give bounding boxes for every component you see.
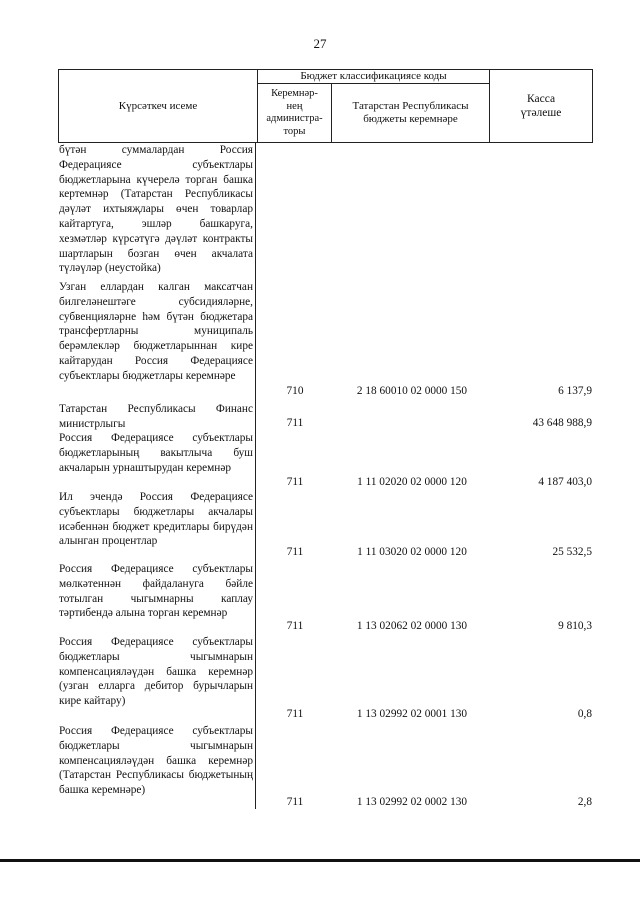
row-indicator-name: Россия Федерациясе субъектлары мөлкәтеннән файдалануга бәйле тотылган чыгымнарны каплау тәртибендә алына торган керемнәр: [59, 563, 253, 620]
row-indicator-name: Узган еллардан калган максатчан билгеләнештәге субсидияләрне, субвенцияләрне һәм бүтән бюджетара трансфертларны муниципаль берәмлекләр бюджетларыннан кире кайтарудан Россия Федерациясе субъектлары бюджетлары керемнәре: [59, 281, 253, 382]
row-classification-code: 1 13 02992 02 0001 130: [356, 708, 468, 721]
row-admin-code: 711: [286, 796, 304, 809]
row-classification-code: 1 11 02020 02 0000 120: [357, 476, 467, 489]
header-cash-execution-text: Касса үтәлеше: [520, 93, 562, 119]
row-indicator-name: Ил эчендә Россия Федерациясе субъектлары бюджетлары акчалары исәбеннән бюджет кредитлары бирүдән алынган процентлар: [59, 491, 253, 548]
row-cash-amount: 43 648 988,9: [532, 417, 592, 430]
row-indicator-name: Татарстан Республикасы Финанс министрлыгы: [59, 403, 253, 430]
table-row: [0, 143, 640, 278]
row-admin-code: 711: [286, 546, 304, 559]
row-cash-amount: 6 137,9: [558, 385, 592, 398]
header-budget-classification: Бюджет классификациясе коды: [258, 70, 490, 84]
table-row: [0, 562, 640, 634]
header-tatarstan-revenue-text: Татарстан Республикасы бюджеты керемнәре: [352, 100, 469, 125]
table-header: [58, 69, 593, 143]
header-cash-execution: [490, 70, 593, 143]
row-classification-code: 2 18 60010 02 0000 150: [356, 385, 468, 398]
header-indicator-name: Күрсәткеч исеме: [59, 70, 258, 143]
page-number: 27: [313, 36, 327, 51]
row-classification-code: 1 11 03020 02 0000 120: [357, 546, 467, 559]
row-indicator-name: бүтән суммалардан Россия Федерациясе субъектлары бюджетларына күчерелә торган башка кертемнәр (Татарстан Республикасы дәүләт ихтыяҗлары өчен товарлар кайтартуга, эшләр башкаруга, хезмәтләр күрсәтүгә дәүләт контракты шартларын бозган өчен акчалата түләүләр (неустойка): [59, 144, 253, 275]
table-row: [0, 490, 640, 560]
row-indicator-name: Россия Федерациясе субъектлары бюджетлары чыгымнарын компенсацияләүдән башка керемнәр (узган елларга дебитор бурычларын кире кайтару): [59, 636, 253, 708]
row-cash-amount: 2,8: [577, 796, 592, 809]
bottom-rule: [0, 859, 640, 862]
row-cash-amount: 25 532,5: [552, 546, 592, 559]
row-cash-amount: 4 187 403,0: [538, 476, 592, 489]
header-revenue-admin-text: Керемнәр- нең администра- торы: [266, 88, 323, 137]
row-admin-code: 711: [286, 620, 304, 633]
row-indicator-name: Россия Федерациясе субъектлары бюджетларының вакытлыча буш акчаларын урнаштырудан керемнәр: [59, 432, 253, 474]
table-row: [0, 280, 640, 399]
header-revenue-admin: [258, 84, 332, 143]
table-row: [0, 402, 640, 431]
table-row: [0, 724, 640, 810]
row-indicator-name: Россия Федерациясе субъектлары бюджетлары чыгымнарын компенсацияләүдән башка керемнәр (Татарстан Республикасы бюджетының башка керемнәре): [59, 725, 253, 797]
row-admin-code: 711: [286, 417, 304, 430]
row-admin-code: 710: [286, 385, 304, 398]
row-classification-code: 1 13 02992 02 0002 130: [356, 796, 468, 809]
header-tatarstan-revenue: [332, 84, 490, 143]
table-row: [0, 431, 640, 490]
table-row: [0, 635, 640, 722]
row-cash-amount: 9 810,3: [558, 620, 592, 633]
row-admin-code: 711: [286, 708, 304, 721]
row-admin-code: 711: [286, 476, 304, 489]
row-cash-amount: 0,8: [577, 708, 592, 721]
row-classification-code: 1 13 02062 02 0000 130: [356, 620, 468, 633]
